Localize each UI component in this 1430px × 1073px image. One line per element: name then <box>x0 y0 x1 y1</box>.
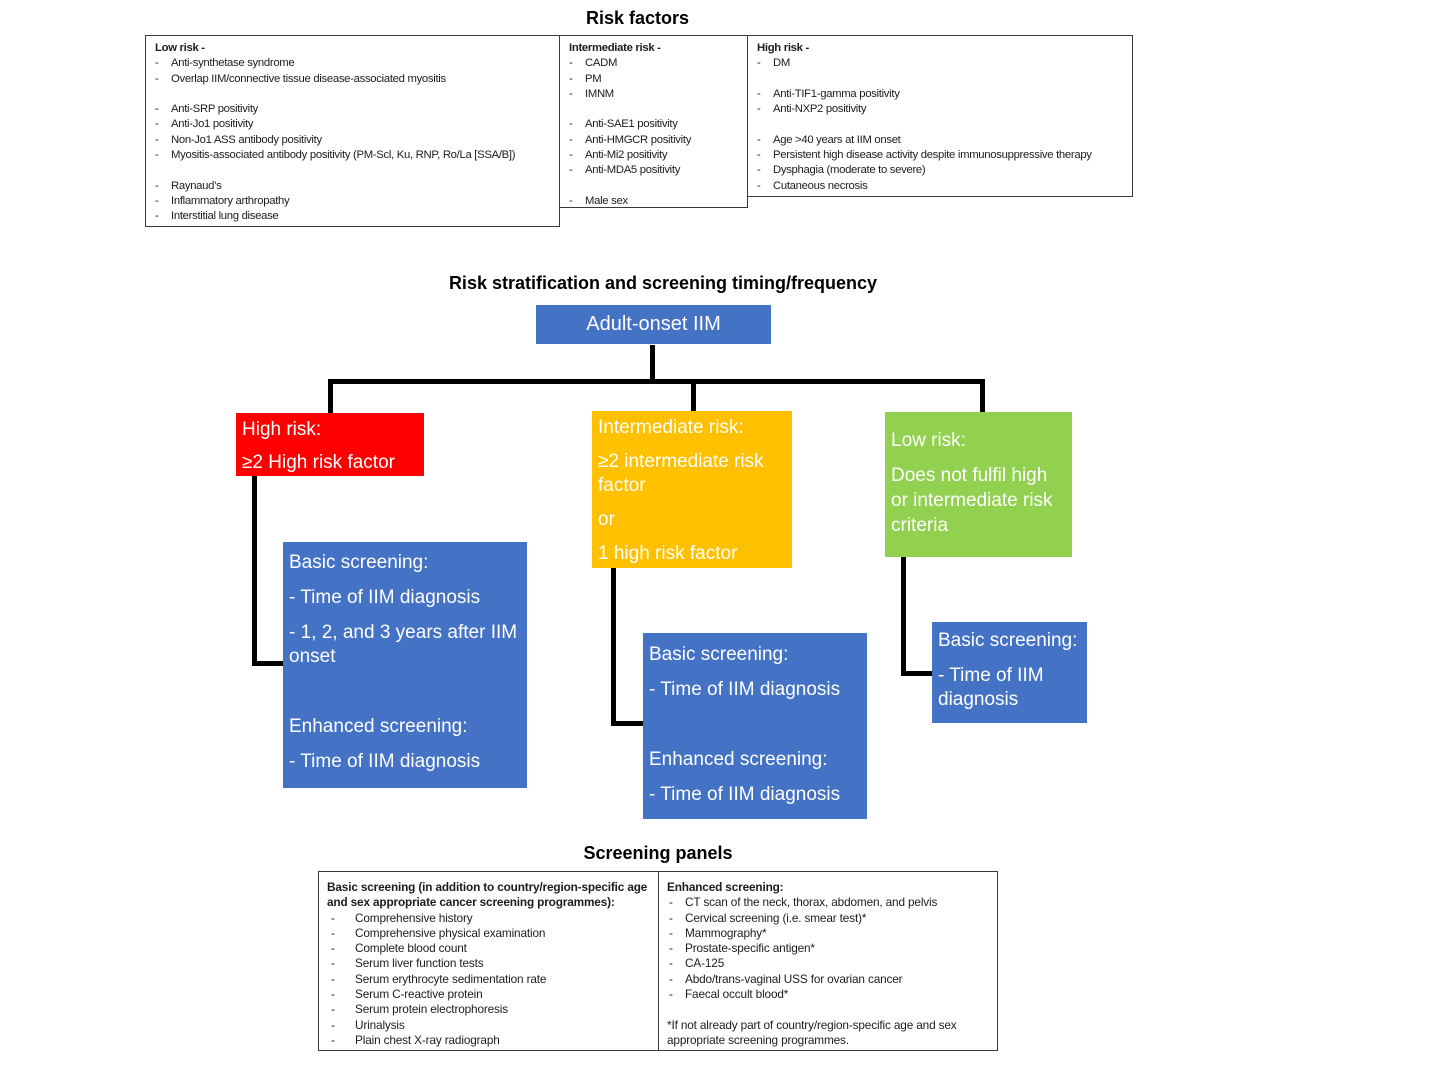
list-item-text: Raynaud’s <box>171 179 222 192</box>
list-item <box>667 972 990 987</box>
connector-high-elbow-horizontal <box>252 661 285 666</box>
list-item <box>757 87 1128 102</box>
node-text-line: - Time of IIM diagnosis <box>649 679 841 700</box>
connector-low-elbow-horizontal <box>901 671 934 676</box>
list-item-dash: - <box>669 895 673 910</box>
list-item-text: PM <box>585 72 602 85</box>
list-item <box>327 956 651 971</box>
list-item-text: Cervical screening (i.e. smear test)* <box>685 910 867 925</box>
list-item <box>757 56 1128 71</box>
list-item-text: CT scan of the neck, thorax, abdomen, and pelvis <box>685 895 938 910</box>
list-item-text: Plain chest X-ray radiograph <box>355 1032 500 1047</box>
list-item-text: Anti-Mi2 positivity <box>585 149 668 162</box>
node-text-line: Basic screening: <box>938 630 1078 651</box>
intermediate-risk-factors-box <box>559 35 748 208</box>
list-gap <box>757 117 1128 132</box>
node-text-line: Basic screening: <box>649 644 789 665</box>
list-item <box>155 102 555 117</box>
list-item-dash: - <box>155 149 159 162</box>
low-risk-factors-box <box>145 35 560 227</box>
enhanced-screening-panel <box>658 871 998 1051</box>
list-item-dash: - <box>569 57 573 70</box>
node-text-line: - Time of IIM diagnosis <box>938 665 1044 710</box>
node-text-line: - Time of IIM diagnosis <box>649 784 841 805</box>
list-item-text: Overlap IIM/connective tissue disease-associated myositis <box>171 72 446 85</box>
list-item-text: Anti-MDA5 positivity <box>585 164 681 177</box>
list-item <box>757 133 1128 148</box>
list-item <box>155 56 555 71</box>
list-item-text: Anti-Jo1 positivity <box>171 118 254 131</box>
high-risk-node <box>236 413 424 476</box>
list-gap <box>569 102 743 117</box>
list-item-text: Myositis-associated antibody positivity (PM-Scl, Ku, RNP, Ro/La [SSA/B]) <box>171 149 516 162</box>
list-item <box>155 194 555 209</box>
list-item-text: Cutaneous necrosis <box>773 179 868 192</box>
adult-onset-iim-node: Adult-onset IIM <box>536 305 771 344</box>
low-risk-list <box>155 56 555 224</box>
list-item <box>569 148 743 163</box>
low-risk-header: Low risk - <box>155 42 205 54</box>
node-text-line: Enhanced screening: <box>289 716 468 737</box>
connector-high-elbow-vertical <box>252 474 257 666</box>
list-item-text: IMNM <box>585 87 614 100</box>
list-item-dash: - <box>331 1002 335 1017</box>
high-risk-header: High risk - <box>757 42 809 54</box>
high-risk-factors-box <box>747 35 1133 197</box>
basic-screening-panel <box>318 871 659 1051</box>
list-item-text: Serum C-reactive protein <box>355 987 483 1002</box>
list-item-text: Urinalysis <box>355 1017 405 1032</box>
list-item-dash: - <box>569 194 573 207</box>
node-text-line: High risk: <box>242 419 322 440</box>
list-item-dash: - <box>757 57 761 70</box>
basic-screening-list <box>327 911 651 1049</box>
list-item-dash: - <box>669 956 673 971</box>
list-item-dash: - <box>669 941 673 956</box>
list-item-dash: - <box>331 1032 335 1047</box>
list-item <box>667 926 990 941</box>
list-item <box>667 987 990 1002</box>
node-text-line: - Time of IIM diagnosis <box>289 587 481 608</box>
list-item <box>757 148 1128 163</box>
connector-stem <box>650 345 655 381</box>
list-item-dash: - <box>757 164 761 177</box>
list-item-dash: - <box>669 987 673 1002</box>
list-item-dash: - <box>569 133 573 146</box>
list-item <box>667 895 990 910</box>
node-text-line: or <box>598 509 615 530</box>
list-item-text: Mammography* <box>685 925 767 940</box>
basic-screening-header: Basic screening (in addition to country/region-specific age and sex appropriate cancer screening programmes): <box>327 880 648 910</box>
list-item-text: Dysphagia (moderate to severe) <box>773 164 926 177</box>
node-text-line: Low risk: <box>891 430 966 451</box>
node-text-line: Basic screening: <box>289 552 429 573</box>
list-item-text: Serum erythrocyte sedimentation rate <box>355 971 547 986</box>
enhanced-screening-header: Enhanced screening: <box>667 880 784 894</box>
list-item-dash: - <box>669 910 673 925</box>
list-item-text: Persistent high disease activity despite immunosuppressive therapy <box>773 149 1092 162</box>
list-gap <box>569 179 743 194</box>
list-item-dash: - <box>155 210 159 223</box>
list-item <box>327 926 651 941</box>
list-item-dash: - <box>569 149 573 162</box>
intermediate-risk-node <box>592 411 792 568</box>
list-item-dash: - <box>331 971 335 986</box>
list-item-text: Anti-NXP2 positivity <box>773 103 867 116</box>
node-text-line: - 1, 2, and 3 years after IIM onset <box>289 622 518 667</box>
list-item <box>757 163 1128 178</box>
list-item-text: CA-125 <box>685 956 725 971</box>
screening-footnote: *If not already part of country/region-specific age and sex appropriate screening programmes. <box>667 1017 957 1047</box>
list-item <box>757 179 1128 194</box>
list-item <box>327 1018 651 1033</box>
intermediate-risk-list <box>569 56 743 208</box>
connector-low-elbow-vertical <box>901 555 906 676</box>
list-item-text: Male sex <box>585 194 628 207</box>
list-item <box>327 1002 651 1017</box>
list-item <box>757 102 1128 117</box>
list-item-dash: - <box>331 941 335 956</box>
high-risk-screening-box <box>283 542 527 788</box>
low-risk-screening-box <box>932 622 1087 723</box>
list-item-dash: - <box>757 133 761 146</box>
connector-drop-low <box>980 382 985 414</box>
list-item-dash: - <box>331 925 335 940</box>
list-item <box>155 117 555 132</box>
list-item-dash: - <box>155 103 159 116</box>
node-text-line: Intermediate risk: <box>598 417 744 438</box>
list-item-text: Anti-HMGCR positivity <box>585 133 692 146</box>
list-item-text: Prostate-specific antigen* <box>685 941 815 956</box>
list-item <box>569 72 743 87</box>
list-item-text: Faecal occult blood* <box>685 987 789 1002</box>
list-item-text: Interstitial lung disease <box>171 210 279 223</box>
list-item <box>667 956 990 971</box>
list-item <box>155 72 555 87</box>
list-item <box>569 56 743 71</box>
list-item-text: Comprehensive physical examination <box>355 925 546 940</box>
list-item-dash: - <box>155 118 159 131</box>
list-gap <box>757 72 1128 87</box>
list-item-text: Serum protein electrophoresis <box>355 1002 509 1017</box>
connector-horizontal-bar <box>328 379 985 384</box>
list-item-text: Anti-SAE1 positivity <box>585 118 678 131</box>
connector-drop-high <box>328 382 333 415</box>
list-item-dash: - <box>757 179 761 192</box>
connector-intermediate-elbow-horizontal <box>611 721 645 726</box>
list-item-dash: - <box>331 1017 335 1032</box>
list-item-text: Comprehensive history <box>355 910 473 925</box>
list-item <box>327 1033 651 1048</box>
list-item-dash: - <box>569 118 573 131</box>
list-item-text: Age >40 years at IIM onset <box>773 133 901 146</box>
list-item-dash: - <box>569 87 573 100</box>
list-gap <box>155 87 555 102</box>
list-item-text: Complete blood count <box>355 941 467 956</box>
list-item <box>155 148 555 163</box>
list-item-dash: - <box>757 103 761 116</box>
list-item-text: Non-Jo1 ASS antibody positivity <box>171 133 322 146</box>
intermediate-risk-header: Intermediate risk - <box>569 42 661 54</box>
intermediate-risk-screening-box <box>643 633 867 819</box>
list-item-text: Anti-TIF1-gamma positivity <box>773 87 900 100</box>
stratification-title: Risk stratification and screening timing/frequency <box>448 273 878 293</box>
node-text-line: ≥2 intermediate risk factor <box>598 451 764 496</box>
node-text-line: - Time of IIM diagnosis <box>289 751 481 772</box>
list-item-text: Abdo/trans-vaginal USS for ovarian cancer <box>685 971 903 986</box>
node-text-line <box>649 713 861 737</box>
connector-drop-intermediate <box>691 382 696 413</box>
list-item-dash: - <box>331 910 335 925</box>
list-item-dash: - <box>569 72 573 85</box>
list-item-dash: - <box>155 133 159 146</box>
list-item-dash: - <box>669 971 673 986</box>
list-item-dash: - <box>155 72 159 85</box>
node-text-line: Enhanced screening: <box>649 749 828 770</box>
list-item-dash: - <box>569 164 573 177</box>
list-item-text: DM <box>773 57 790 70</box>
list-item-dash: - <box>331 987 335 1002</box>
list-item <box>327 911 651 926</box>
low-risk-node <box>885 412 1072 557</box>
list-item <box>667 941 990 956</box>
list-gap <box>155 163 555 178</box>
list-item <box>155 133 555 148</box>
list-item-dash: - <box>669 925 673 940</box>
list-item <box>569 133 743 148</box>
list-item-dash: - <box>155 179 159 192</box>
list-item <box>569 194 743 208</box>
screening-panels-title: Screening panels <box>583 843 733 863</box>
list-item <box>327 987 651 1002</box>
node-text-line <box>289 680 521 704</box>
list-item <box>569 87 743 102</box>
high-risk-list <box>757 56 1128 194</box>
list-item-text: Inflammatory arthropathy <box>171 194 290 207</box>
node-text-line: Does not fulfil high or intermediate risk criteria <box>891 465 1053 536</box>
list-item-text: Anti-synthetase syndrome <box>171 57 295 70</box>
list-item-dash: - <box>155 194 159 207</box>
list-item-dash: - <box>757 149 761 162</box>
node-text-line: ≥2 High risk factor <box>242 452 395 473</box>
list-item-dash: - <box>757 87 761 100</box>
list-item <box>667 911 990 926</box>
list-item-dash: - <box>331 956 335 971</box>
list-item <box>155 179 555 194</box>
list-item <box>569 117 743 132</box>
list-item <box>327 941 651 956</box>
list-item-dash: - <box>155 57 159 70</box>
list-item <box>155 209 555 224</box>
enhanced-screening-list <box>667 895 990 1002</box>
risk-factors-title: Risk factors <box>585 8 690 28</box>
list-item-text: Anti-SRP positivity <box>171 103 259 116</box>
list-item-text: CADM <box>585 57 618 70</box>
list-item <box>569 163 743 178</box>
node-text-line: 1 high risk factor <box>598 543 738 564</box>
list-item-text: Serum liver function tests <box>355 956 484 971</box>
connector-intermediate-elbow-vertical <box>611 566 616 726</box>
list-item <box>327 972 651 987</box>
